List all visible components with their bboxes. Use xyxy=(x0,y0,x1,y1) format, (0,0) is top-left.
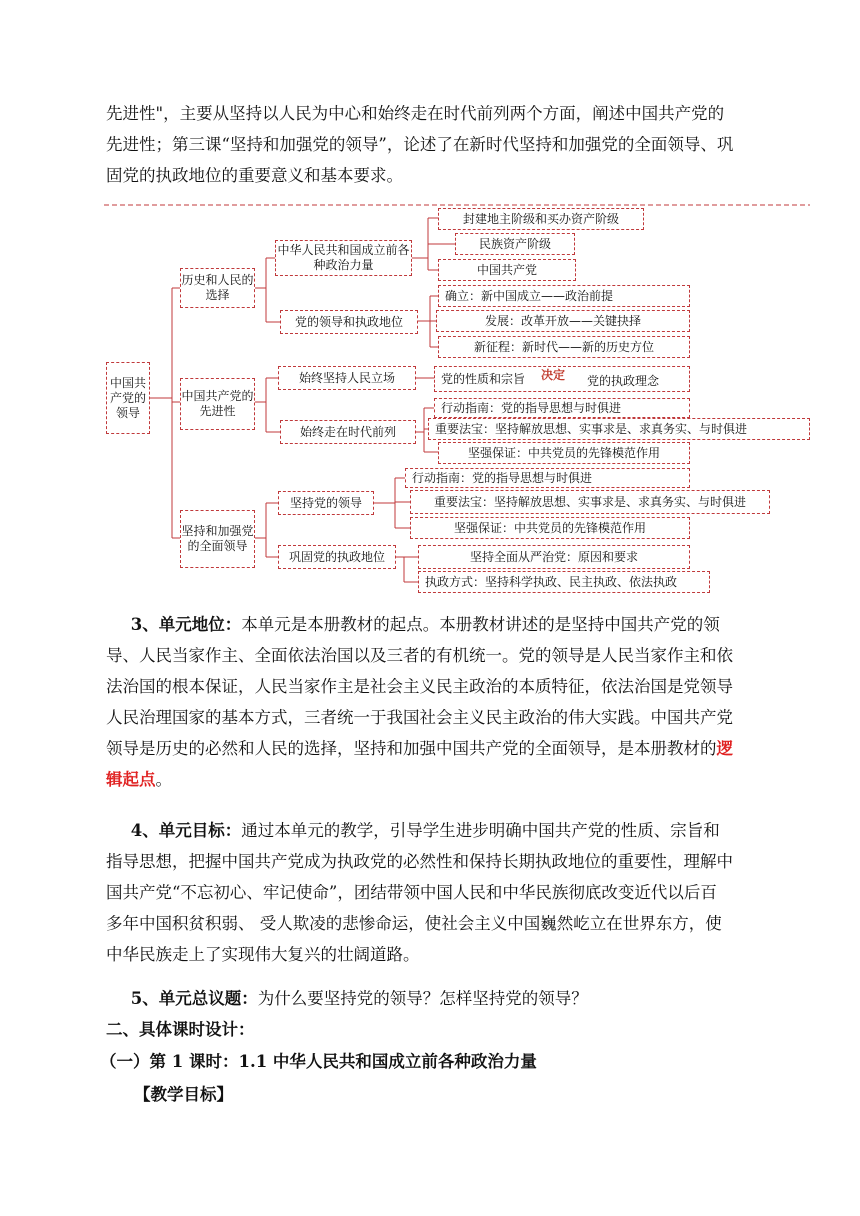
intro-line-2: 先进性；第三课“坚持和加强党的领导”，论述了在新时代坚持和加强党的全面领导、巩 xyxy=(106,135,734,154)
root-node: 中国共产党的领导 xyxy=(106,362,150,434)
node-lead-times: 始终走在时代前列 xyxy=(280,420,416,444)
teaching-objectives-heading: 【教学目标】 xyxy=(134,1085,233,1104)
leaf-strict-governance: 坚持全面从严治党：原因和要求 xyxy=(418,545,690,569)
leaf-establish: 确立：新中国成立——政治前提 xyxy=(438,285,690,307)
leaf-nature-purpose: 党的性质和宗旨 xyxy=(434,366,690,392)
part-two-heading: 二、具体课时设计： xyxy=(106,1020,255,1039)
section-4-heading: 4、单元目标： xyxy=(130,821,242,840)
decides-label: 决定 xyxy=(541,368,566,382)
node-consolidate-status: 巩固党的执政地位 xyxy=(278,545,396,569)
leaf-cpc: 中国共产党 xyxy=(438,259,576,281)
leaf-action-guide-2: 行动指南：党的指导思想与时俱进 xyxy=(405,468,690,488)
intro-line-3: 固党的执政地位的重要意义和基本要求。 xyxy=(106,166,403,185)
leaf-develop: 发展：改革开放——关键抉择 xyxy=(436,310,690,332)
leaf-feudal-class: 封建地主阶级和买办资产阶级 xyxy=(438,208,644,230)
section-5-heading: 5、单元总议题： xyxy=(130,989,258,1008)
leaf-action-guide-1: 行动指南：党的指导思想与时俱进 xyxy=(434,398,690,418)
leaf-national-bourgeoisie: 民族资产阶级 xyxy=(455,233,575,255)
node-party-advanced: 中国共产党的先进性 xyxy=(180,378,255,430)
node-history-choice: 历史和人民的选择 xyxy=(180,268,255,308)
node-leadership-status: 党的领导和执政地位 xyxy=(280,310,418,334)
lesson-1-heading: （一）第 1 课时：1.1 中华人民共和国成立前各种政治力量 xyxy=(100,1052,537,1071)
node-political-forces: 中华人民共和国成立前各种政治力量 xyxy=(275,240,412,276)
node-uphold-leadership: 坚持党的领导 xyxy=(278,491,374,515)
leaf-governance-method: 执政方式：坚持科学执政、民主执政、依法执政 xyxy=(418,571,710,593)
node-people-stand: 始终坚持人民立场 xyxy=(278,366,416,390)
logic-start-highlight: 逻 xyxy=(716,739,733,758)
node-strengthen-leadership: 坚持和加强党的全面领导 xyxy=(180,510,255,568)
leaf-guarantee-1: 坚强保证：中共党员的先锋模范作用 xyxy=(438,442,690,464)
section-unit-position: 3、单元地位：本单元是本册教材的起点。本册教材讲述的是坚持中国共产党的领 导、人民当家作主、全面依法治国以及三者的有机统一。党的领导是人民当家作主和依 法治国的根本保证，人民当家作主是社会主义民主政治的本质特征，依法治国是党领导 人民治理国家的基本方式，三者统一于我国社会主义民主政治的伟大实践。中国共产党 领导是历史的必然和人民的选择，坚持和加强中国共产党的全面领导，是本册教材的逻 辑起点。 xyxy=(106,615,733,789)
section-unit-topic: 5、单元总议题：为什么要坚持党的领导？怎样坚持党的领导？ xyxy=(130,989,588,1008)
leaf-magic-weapon-2: 重要法宝：坚持解放思想、实事求是、求真务实、与时俱进 xyxy=(410,490,770,514)
section-3-heading: 3、单元地位： xyxy=(130,615,242,634)
leaf-magic-weapon-1: 重要法宝：坚持解放思想、实事求是、求真务实、与时俱进 xyxy=(428,418,810,440)
intro-line-1: 先进性"，主要从坚持以人民为中心和始终走在时代前列两个方面，阐述中国共产党的 xyxy=(106,104,725,123)
leaf-governing-philosophy: 党的执政理念 xyxy=(587,374,660,388)
section-unit-goals: 4、单元目标：通过本单元的教学，引导学生进步明确中国共产党的性质、宗旨和 指导思想，把握中国共产党成为执政党的必然性和保持长期执政地位的重要性，理解中 国共产党“不忘初心、牢记使命”，团结带领中国人民和中华民族彻底改变近代以后百 多年中国积贫积弱、 受人欺凌的悲惨命运，使社会主义中国巍然屹立在世界东方，使 中华民族走上了实现伟大复兴的壮阔道路。 xyxy=(106,821,733,964)
leaf-new-journey: 新征程：新时代——新的历史方位 xyxy=(438,336,690,358)
leaf-guarantee-2: 坚强保证：中共党员的先锋模范作用 xyxy=(410,517,690,539)
